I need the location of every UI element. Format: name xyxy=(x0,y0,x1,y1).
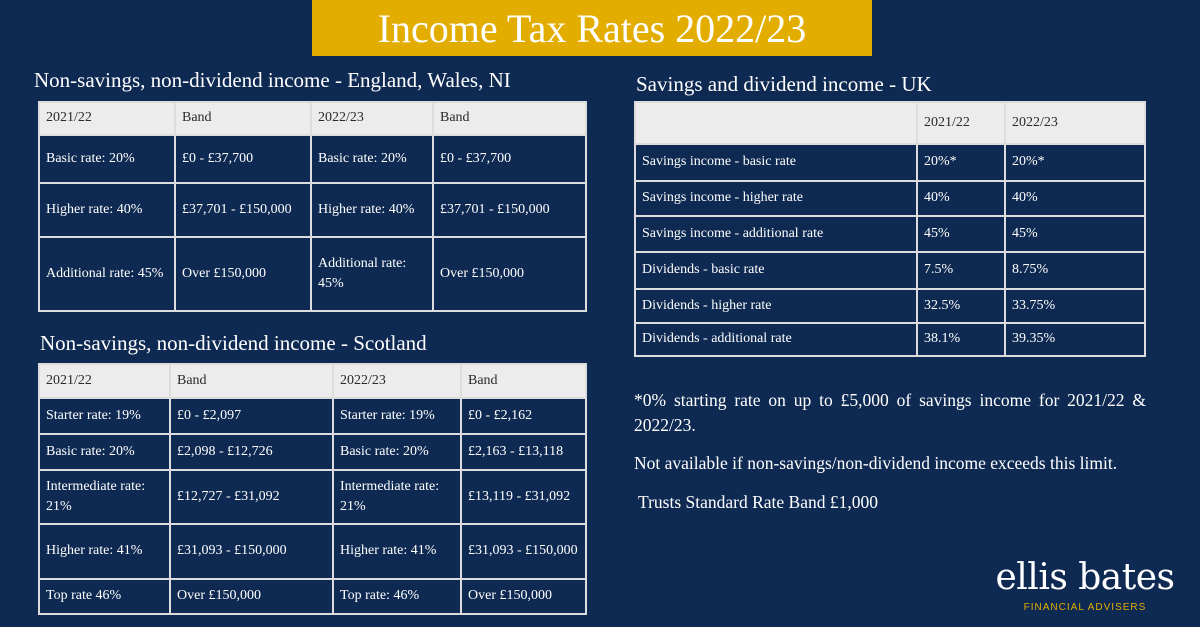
table-cell: Additional rate: 45% xyxy=(311,237,433,311)
scotland-table xyxy=(38,363,587,615)
table-cell: Over £150,000 xyxy=(175,237,311,311)
table-cell: Starter rate: 19% xyxy=(333,398,461,434)
column-header: Band xyxy=(461,364,586,398)
table-row xyxy=(635,216,1145,252)
table-row xyxy=(39,579,586,614)
table-cell: 40% xyxy=(917,181,1005,216)
table-cell: Higher rate: 41% xyxy=(39,524,170,579)
england-heading: Non-savings, non-dividend income - England, Wales, NI xyxy=(34,68,511,92)
column-header: 2022/23 xyxy=(1005,102,1145,144)
table-cell: Intermediate rate: 21% xyxy=(39,470,170,524)
table-cell: Savings income - additional rate xyxy=(635,216,917,252)
table-cell: 32.5% xyxy=(917,289,1005,323)
table-cell: 20%* xyxy=(1005,144,1145,181)
column-header: 2021/22 xyxy=(917,102,1005,144)
table-header-row xyxy=(39,102,586,135)
table-row xyxy=(39,434,586,470)
table-row xyxy=(635,289,1145,323)
table-cell: £13,119 - £31,092 xyxy=(461,470,586,524)
table-cell: 45% xyxy=(917,216,1005,252)
table-cell: 33.75% xyxy=(1005,289,1145,323)
table-cell: Higher rate: 41% xyxy=(333,524,461,579)
table-cell: £31,093 - £150,000 xyxy=(170,524,333,579)
table-cell: 40% xyxy=(1005,181,1145,216)
table-row xyxy=(635,323,1145,356)
table-cell: £0 - £2,097 xyxy=(170,398,333,434)
table-cell: Top rate: 46% xyxy=(333,579,461,614)
column-header: Band xyxy=(175,102,311,135)
table-cell: £31,093 - £150,000 xyxy=(461,524,586,579)
table-cell: Higher rate: 40% xyxy=(39,183,175,237)
table-cell: Over £150,000 xyxy=(170,579,333,614)
table-cell: Dividends - higher rate xyxy=(635,289,917,323)
footnote: *0% starting rate on up to £5,000 of savings income for 2021/22 & 2022/23. xyxy=(634,390,1146,435)
table-cell: £37,701 - £150,000 xyxy=(433,183,586,237)
table-cell: Basic rate: 20% xyxy=(311,135,433,183)
column-header: Band xyxy=(170,364,333,398)
table-cell: 39.35% xyxy=(1005,323,1145,356)
table-cell: Savings income - basic rate xyxy=(635,144,917,181)
column-header: 2022/23 xyxy=(333,364,461,398)
table-cell: Starter rate: 19% xyxy=(39,398,170,434)
table-cell: Savings income - higher rate xyxy=(635,181,917,216)
table-cell: £0 - £37,700 xyxy=(175,135,311,183)
table-cell: Over £150,000 xyxy=(433,237,586,311)
logo-tagline: FINANCIAL ADVISERS xyxy=(1023,602,1147,613)
logo-name: ellis bates xyxy=(995,557,1175,598)
table-cell: Dividends - basic rate xyxy=(635,252,917,289)
availability-note: Not available if non-savings/non-dividend income exceeds this limit. xyxy=(634,453,1118,473)
table-cell: 8.75% xyxy=(1005,252,1145,289)
england-table xyxy=(38,101,587,312)
table-cell: Additional rate: 45% xyxy=(39,237,175,311)
page-title: Income Tax Rates 2022/23 xyxy=(377,5,807,51)
table-row xyxy=(635,252,1145,289)
column-header xyxy=(635,102,917,144)
table-cell: Intermediate rate: 21% xyxy=(333,470,461,524)
savings-table xyxy=(634,101,1146,357)
table-cell: Basic rate: 20% xyxy=(39,135,175,183)
table-cell: £0 - £37,700 xyxy=(433,135,586,183)
table-cell: Basic rate: 20% xyxy=(39,434,170,470)
table-header-row xyxy=(635,102,1145,144)
trusts-note: Trusts Standard Rate Band £1,000 xyxy=(638,491,878,512)
table-row xyxy=(635,144,1145,181)
savings-heading: Savings and dividend income - UK xyxy=(636,72,932,96)
table-row xyxy=(635,181,1145,216)
table-cell: Dividends - additional rate xyxy=(635,323,917,356)
table-cell: Top rate 46% xyxy=(39,579,170,614)
table-cell: £37,701 - £150,000 xyxy=(175,183,311,237)
table-cell: £2,098 - £12,726 xyxy=(170,434,333,470)
column-header: 2022/23 xyxy=(311,102,433,135)
table-row xyxy=(39,470,586,524)
title-banner xyxy=(312,0,872,56)
column-header: 2021/22 xyxy=(39,102,175,135)
table-row xyxy=(39,237,586,311)
column-header: 2021/22 xyxy=(39,364,170,398)
table-cell: Basic rate: 20% xyxy=(333,434,461,470)
table-row xyxy=(39,135,586,183)
notes xyxy=(634,388,1146,528)
table-row xyxy=(39,398,586,434)
column-header: Band xyxy=(433,102,586,135)
ellis-bates-logo xyxy=(990,557,1180,613)
table-cell: £0 - £2,162 xyxy=(461,398,586,434)
table-cell: 7.5% xyxy=(917,252,1005,289)
table-cell: Higher rate: 40% xyxy=(311,183,433,237)
table-cell: Over £150,000 xyxy=(461,579,586,614)
table-cell: £2,163 - £13,118 xyxy=(461,434,586,470)
table-row xyxy=(39,524,586,579)
scotland-heading: Non-savings, non-dividend income - Scotland xyxy=(40,331,427,355)
table-cell: £12,727 - £31,092 xyxy=(170,470,333,524)
table-header-row xyxy=(39,364,586,398)
table-cell: 20%* xyxy=(917,144,1005,181)
table-row xyxy=(39,183,586,237)
table-cell: 38.1% xyxy=(917,323,1005,356)
table-cell: 45% xyxy=(1005,216,1145,252)
